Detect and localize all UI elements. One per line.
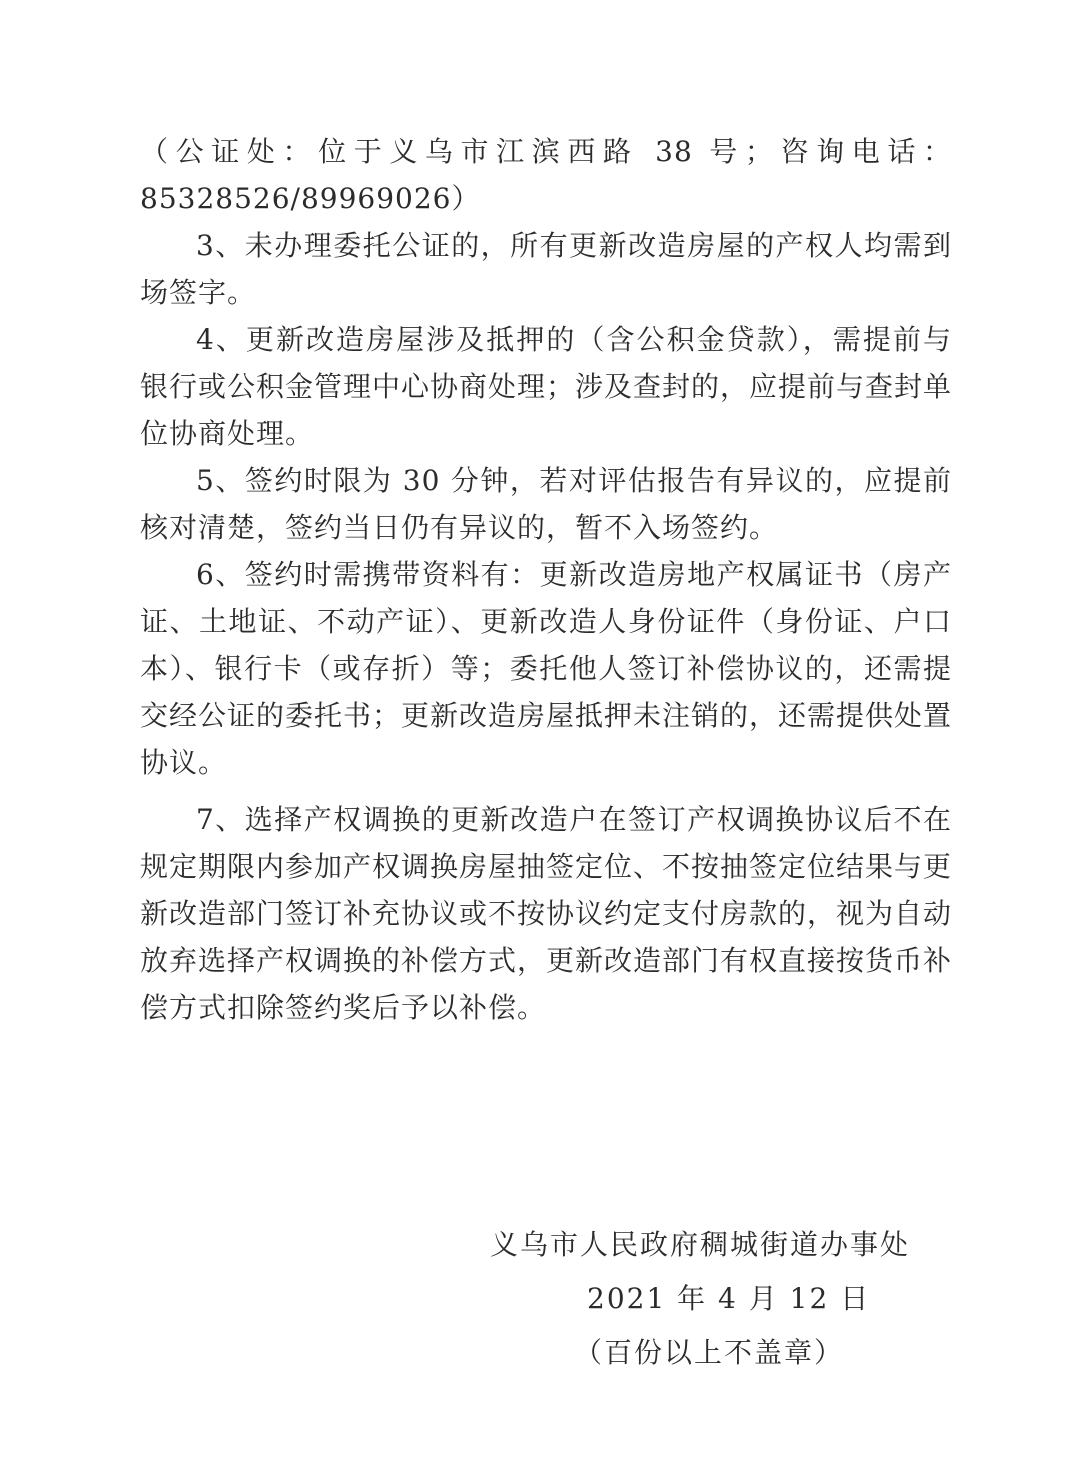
item-7-paragraph: 7、选择产权调换的更新改造户在签订产权调换协议后不在规定期限内参加产权调换房屋抽签定位、不按抽签定位结果与更新改造部门签订补充协议或不按协议约定支付房款的，视为自动放弃选择产权调换的补偿方式，更新改造部门有权直接按货币补偿方式扣除签约奖后予以补偿。: [140, 803, 953, 1024]
item-5-paragraph: 5、签约时限为 30 分钟，若对评估报告有异议的，应提前核对清楚，签约当日仍有异议的，暂不入场签约。: [140, 464, 952, 544]
notary-info-paragraph: （公证处：位于义乌市江滨西路 38 号；咨询电话：85328526/89969026）: [140, 135, 952, 215]
issuing-organization: 义乌市人民政府稠城街道办事处: [490, 1228, 911, 1261]
issue-date: 2021 年 4 月 12 日: [587, 1282, 871, 1315]
document-body: [140, 128, 952, 1031]
item-4-paragraph: 4、更新改造房屋涉及抵押的（含公积金贷款），需提前与银行或公积金管理中心协商处理；涉及查封的，应提前与查封单位协商处理。: [140, 323, 953, 450]
signature-block: [480, 1218, 920, 1380]
seal-note: （百份以上不盖章）: [574, 1336, 845, 1369]
item-6-paragraph: 6、签约时需携带资料有：更新改造房地产权属证书（房产证、土地证、不动产证）、更新改造人身份证件（身份证、户口本）、银行卡（或存折）等；委托他人签订补偿协议的，还需提交经公证的委托书；更新改造房屋抵押未注销的，还需提供处置协议。: [140, 558, 953, 779]
item-3-paragraph: 3、未办理委托公证的，所有更新改造房屋的产权人均需到场签字。: [140, 229, 952, 309]
